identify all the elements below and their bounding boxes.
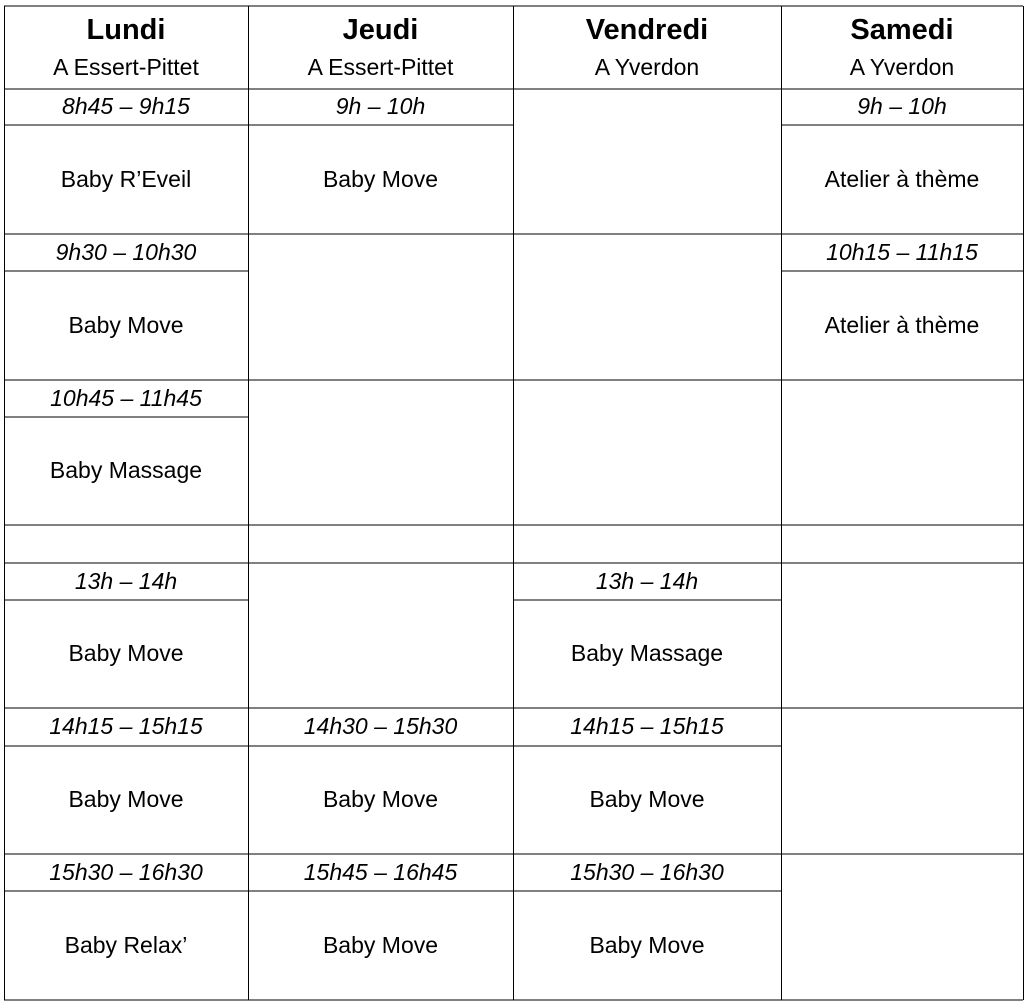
empty-cell [248,234,513,380]
day-name: Vendredi [585,14,709,47]
activity-label: Baby Relax’ [64,931,188,958]
location-label: A Essert-Pittet [307,54,454,81]
time-label: 15h30 – 16h30 [570,858,724,885]
activity-label: Baby Move [322,931,439,958]
time-label: 13h – 14h [595,567,699,594]
empty-cell [513,234,781,380]
time-slot [248,854,513,891]
time-slot [513,708,781,746]
activity-label: Baby Move [68,640,184,667]
header-vendredi [513,6,781,89]
time-slot [248,89,513,125]
time-label: 14h15 – 15h15 [49,713,203,740]
empty-cell [781,380,1023,525]
activity-label: Atelier à thème [824,311,980,338]
time-label: 10h45 – 11h45 [50,384,202,411]
activity-label: Baby Massage [570,640,724,667]
time-label: 15h30 – 16h30 [49,858,203,885]
activity-cell [513,891,781,1000]
activity-cell [4,271,248,380]
activity-cell [4,891,248,1000]
empty-cell [513,89,781,234]
location-label: A Essert-Pittet [53,54,199,81]
activity-label: Baby Move [68,311,184,338]
header-jeudi [248,6,513,89]
activity-label: Baby Move [322,786,439,813]
time-slot [781,234,1023,271]
time-slot [4,563,248,600]
activity-label: Baby Move [589,786,705,813]
activity-cell [248,891,513,1000]
activity-label: Baby R’Eveil [60,165,192,192]
activity-cell [248,746,513,854]
activity-cell [781,271,1023,380]
empty-cell [781,708,1023,854]
activity-label: Baby Massage [49,457,203,484]
header-samedi [781,6,1023,89]
location-label: A Yverdon [594,54,700,81]
location-label: A Yverdon [849,54,955,81]
empty-cell [248,380,513,525]
empty-cell [781,854,1023,1000]
activity-label: Baby Move [589,931,705,958]
time-slot [4,854,248,891]
activity-cell [4,417,248,525]
activity-label: Baby Move [68,786,184,813]
time-slot [4,234,248,271]
time-slot [513,854,781,891]
time-label: 9h30 – 10h30 [55,238,197,265]
time-label: 9h – 10h [857,93,947,120]
time-label: 15h45 – 16h45 [303,858,458,885]
time-label: 14h30 – 15h30 [303,713,458,740]
time-slot [513,563,781,600]
time-slot [248,708,513,746]
activity-label: Atelier à thème [824,165,980,192]
time-label: 10h15 – 11h15 [826,238,978,265]
time-slot [4,380,248,417]
time-slot [781,89,1023,125]
activity-cell [4,746,248,854]
header-lundi [4,6,248,89]
activity-cell [781,125,1023,234]
activity-label: Baby Move [322,165,439,192]
day-name: Samedi [850,14,954,47]
time-label: 8h45 – 9h15 [62,93,190,120]
activity-cell [513,600,781,708]
time-label: 9h – 10h [335,93,426,120]
empty-cell [513,380,781,525]
day-name: Jeudi [342,14,419,47]
activity-cell [4,600,248,708]
time-label: 14h15 – 15h15 [570,713,724,740]
time-label: 13h – 14h [74,567,178,594]
activity-cell [513,746,781,854]
activity-cell [4,125,248,234]
empty-cell [248,563,513,708]
activity-cell [248,125,513,234]
time-slot [4,89,248,125]
day-name: Lundi [86,14,166,47]
empty-cell [781,563,1023,708]
time-slot [4,708,248,746]
